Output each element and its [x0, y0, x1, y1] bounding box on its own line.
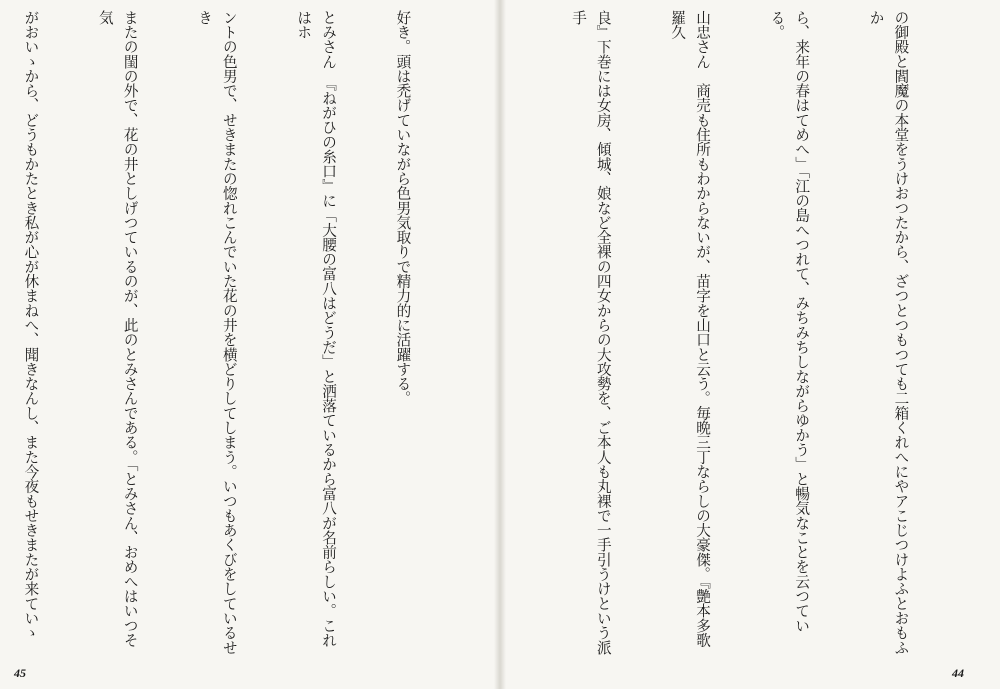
page-number: 45 [14, 666, 26, 680]
text-line: 好き。頭は禿げていながら色男気取りで精力的に活躍する。 [394, 10, 412, 406]
page-number: 44 [952, 666, 964, 680]
right-page-text [516, 10, 962, 656]
book-gutter [494, 0, 506, 689]
text-line: ントの色男で、せきまたの惚れこんでいた花の井を横どりしてしまう。いつもあくびをしているせき [196, 10, 238, 655]
text-line: 山忠さん 商売も住所もわからないが、苗字を山口と云う。毎晩三丁ならしの大豪傑。『艶本多歌羅久 [669, 10, 712, 648]
text-line: 良』下巻には女房、傾城、娘など全裸の四女からの大攻勢を、ご本人も丸裸で一手引うけという派手 [570, 10, 612, 655]
text-line: の御殿と閻魔の本堂をうけおつたから、ざつとつもつても二箱くれへにやアこじつけよふとおもふか [867, 10, 910, 655]
text-line: ら、来年の春はてめへ」「江の島へつれて、みちみちしながらゆかう」と暢気なことを云つている。 [768, 10, 811, 633]
right-page [502, 0, 1000, 689]
text-line: またの閨の外で、花の井としげつているのが、此のとみさんである。「とみさん、おめへはいつそ気 [96, 10, 139, 648]
text-line: とみさん 『ねがひの糸口』に「大腰の富八はどうだ」と洒落ているから富八が名前らしい。これはホ [295, 10, 338, 648]
left-page-text [18, 10, 464, 656]
left-page [0, 0, 498, 689]
text-line: がおいゝから、どうもかたとき私が心が休まねへ、聞きなんし、また今夜もせきまたが来ていゝ [22, 10, 40, 640]
